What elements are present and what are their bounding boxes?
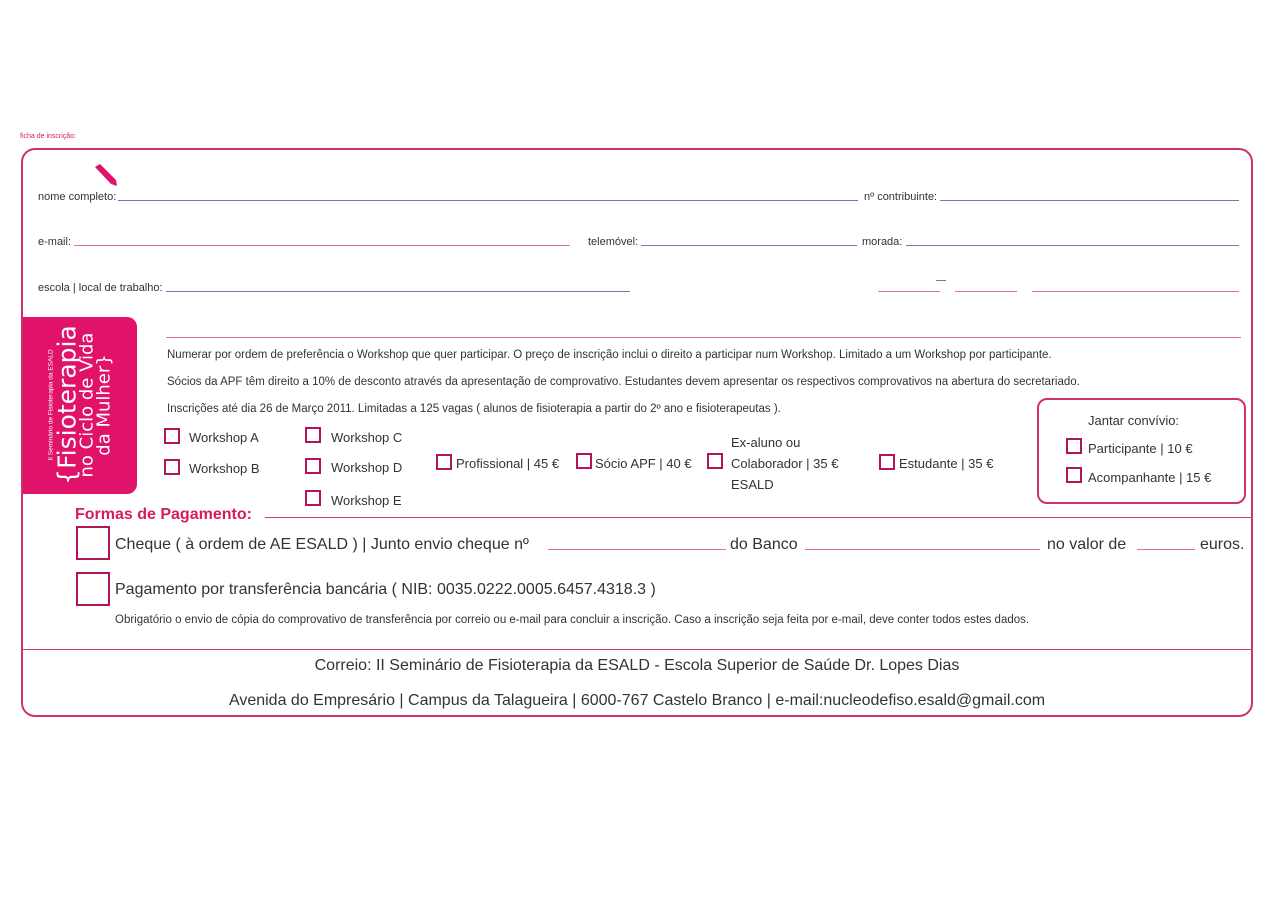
workplace-label: escola | local de trabalho:	[38, 282, 163, 294]
tab-subtitle-1: no Ciclo de Vida	[76, 332, 98, 478]
seminar-logo-tab	[23, 317, 137, 494]
ex-aluno-label-1: Ex-aluno ou	[731, 435, 801, 450]
workshop-b-checkbox[interactable]	[164, 459, 180, 475]
mobile-field[interactable]	[641, 245, 857, 246]
workshop-d-checkbox[interactable]	[305, 458, 321, 474]
postal-code-field-2[interactable]	[955, 291, 1017, 292]
footer-address: Avenida do Empresário | Campus da Talagueira | 6000-767 Castelo Branco | e-mail:nucleodefiso.esald@gmail.com	[228, 692, 1046, 709]
profissional-label: Profissional | 45 €	[456, 456, 560, 471]
name-label: nome completo:	[38, 191, 117, 203]
cheque-number-field[interactable]	[548, 549, 726, 550]
dinner-title: Jantar convívio:	[1088, 413, 1180, 428]
workshop-a-label: Workshop A	[189, 430, 259, 445]
nif-label: nº contribuinte:	[864, 191, 938, 203]
socio-checkbox[interactable]	[576, 453, 592, 469]
tab-seminar-name: II Seminário de Fisioterapia da ESALD	[47, 349, 55, 461]
estudante-label: Estudante | 35 €	[899, 456, 994, 471]
footer-mail: Correio: II Seminário de Fisioterapia da ESALD - Escola Superior de Saúde Dr. Lopes Dias	[314, 657, 960, 674]
dinner-participant-label: Participante | 10 €	[1088, 441, 1193, 456]
cheque-checkbox[interactable]	[76, 526, 110, 560]
postal-code-dash	[936, 280, 946, 281]
workshop-e-checkbox[interactable]	[305, 490, 321, 506]
cheque-label: Cheque ( à ordem de AE ESALD ) | Junto envio cheque nº	[115, 536, 529, 553]
email-field[interactable]	[74, 245, 570, 246]
email-label: e-mail:	[38, 236, 72, 248]
info-line-1: Numerar por ordem de preferência o Workshop que quer participar. O preço de inscrição inclui o direito a participar num Workshop. Limitado a um Workshop por participante.	[167, 349, 1052, 361]
mobile-label: telemóvel:	[588, 236, 639, 248]
dinner-companion-checkbox[interactable]	[1066, 467, 1082, 483]
name-field[interactable]	[118, 200, 858, 201]
form-caption: ficha de inscrição:	[20, 133, 77, 140]
payment-title: Formas de Pagamento:	[75, 506, 252, 523]
bank-label: do Banco	[730, 536, 798, 553]
payment-note: Obrigatório o envio de cópia do comprovativo de transferência por correio ou e-mail para concluir a inscrição. Caso a inscrição seja feita por e-mail, deve conter todos estes dados.	[115, 614, 1030, 626]
dinner-companion-label: Acompanhante | 15 €	[1088, 470, 1212, 485]
workshop-c-checkbox[interactable]	[305, 427, 321, 443]
ex-aluno-label-3: ESALD	[731, 477, 774, 492]
city-field[interactable]	[1032, 291, 1239, 292]
ex-aluno-label-2: Colaborador | 35 €	[731, 456, 839, 471]
transfer-label: Pagamento por transferência bancária ( NIB: 0035.0222.0005.6457.4318.3 )	[115, 581, 656, 598]
value-field[interactable]	[1137, 549, 1195, 550]
dinner-participant-checkbox[interactable]	[1066, 438, 1082, 454]
euros-label: euros.	[1200, 536, 1245, 553]
value-label: no valor de	[1047, 536, 1127, 553]
nif-field[interactable]	[940, 200, 1239, 201]
workshop-a-checkbox[interactable]	[164, 428, 180, 444]
workshop-b-label: Workshop B	[189, 461, 260, 476]
estudante-checkbox[interactable]	[879, 454, 895, 470]
tab-subtitle-2: da Mulher}	[93, 354, 115, 456]
extra-field[interactable]	[166, 337, 1241, 338]
tab-title: {Fisioterapia	[52, 325, 82, 485]
address-label: morada:	[862, 236, 903, 248]
bank-field[interactable]	[805, 549, 1040, 550]
payment-divider	[265, 517, 1253, 518]
transfer-checkbox[interactable]	[76, 572, 110, 606]
postal-code-field-1[interactable]	[878, 291, 940, 292]
workshop-d-label: Workshop D	[331, 460, 403, 475]
pencil-icon	[92, 164, 118, 188]
socio-label: Sócio APF | 40 €	[595, 456, 692, 471]
info-line-2: Sócios da APF têm direito a 10% de desconto através da apresentação de comprovativo. Estudantes devem apresentar os respectivos comprovativos na abertura do secretariado.	[167, 376, 1080, 388]
workplace-field[interactable]	[166, 291, 630, 292]
address-field[interactable]	[906, 245, 1239, 246]
profissional-checkbox[interactable]	[436, 454, 452, 470]
ex-aluno-checkbox[interactable]	[707, 453, 723, 469]
workshop-e-label: Workshop E	[331, 493, 402, 508]
info-line-3: Inscrições até dia 26 de Março 2011. Limitadas a 125 vagas ( alunos de fisioterapia a partir do 2º ano e fisioterapeutas ).	[167, 403, 781, 415]
workshop-c-label: Workshop C	[331, 430, 403, 445]
footer-divider	[23, 649, 1251, 650]
